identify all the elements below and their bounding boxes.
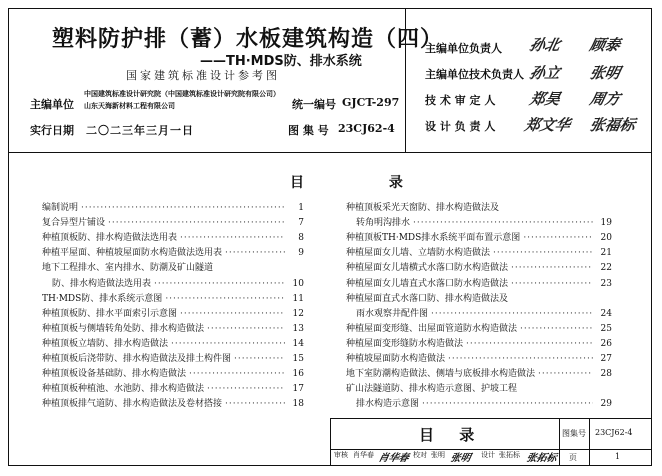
toc-entry[interactable]: 种植坡屋面防水构造做法 ····· 27 bbox=[346, 350, 612, 365]
unified-code-label: 统一编号 bbox=[292, 98, 336, 111]
series-label: 国家建筑标准设计参考图 bbox=[126, 69, 280, 82]
header-divider bbox=[8, 152, 652, 153]
toc-entry[interactable]: TH·MDS防、排水系统示意图 ····· 11 bbox=[42, 290, 304, 305]
toc-entry: 种植顶板采光天窗防、排水构造做法及 bbox=[346, 203, 500, 214]
toc-entry[interactable]: 种植顶板立墙防、排水构造做法 ····· 14 bbox=[42, 335, 304, 350]
effective-date-label: 实行日期 bbox=[30, 124, 74, 137]
toc-entry[interactable]: 地下室防潮构造做法、侧墙与底板排水构造做法 ····· 28 bbox=[346, 365, 612, 380]
toc-entry[interactable]: 种植顶板防、排水构造做法选用表 ····· 8 bbox=[42, 229, 304, 244]
approval-signature-4b: 张福标 bbox=[587, 116, 637, 134]
approval-signature-4a: 郑文华 bbox=[522, 116, 572, 134]
toc-entry: 地下工程排水、室内排水、防潮及矿山隧道 bbox=[42, 263, 214, 274]
toc-right-column bbox=[346, 199, 612, 410]
toc-entry[interactable]: 种植顶板TH·MDS排水系统平面布置示意图 ····· 20 bbox=[346, 229, 612, 244]
chief-unit-name-2: 山东天海新材料工程有限公司 bbox=[84, 101, 175, 110]
design-label: 设计 bbox=[481, 451, 495, 459]
approval-role-2: 主编单位技术负责人 bbox=[425, 68, 524, 81]
design-name: 张拓标 bbox=[499, 451, 520, 459]
toc-entry[interactable]: 种植顶板设备基础防、排水构造做法 ····· 16 bbox=[42, 365, 304, 380]
approval-signature-3a: 郑昊 bbox=[527, 90, 562, 108]
atlas-number-label: 图 集 号 bbox=[288, 124, 329, 137]
unified-code-value: GJCT-297 bbox=[342, 96, 400, 109]
check-name: 张明 bbox=[431, 451, 445, 459]
approval-signature-1a: 孙北 bbox=[527, 36, 562, 54]
approval-role-4: 设 计 负 责 人 bbox=[425, 120, 496, 133]
toc-entry[interactable]: 种植平屋面、种植坡屋面防水构造做法选用表 ····· 9 bbox=[42, 244, 304, 259]
title-block-name: 目 录 bbox=[419, 426, 485, 444]
toc-entry[interactable]: 转角明沟排水 ····· 19 bbox=[346, 214, 612, 229]
toc-entry[interactable]: 种植屋面变形缝、出屋面管道防水构造做法 ····· 25 bbox=[346, 320, 612, 335]
title-block-atlas-label: 图集号 bbox=[562, 429, 586, 438]
toc-entry[interactable]: 种植屋面女儿墙直式水落口防水构造做法 ····· 23 bbox=[346, 274, 612, 289]
approval-role-1: 主编单位负责人 bbox=[425, 42, 502, 55]
approval-signature-3b: 周方 bbox=[587, 90, 622, 108]
atlas-number-value: 23CJ62-4 bbox=[338, 122, 395, 135]
toc-entry[interactable]: 种植屋面女儿墙、立墙防水构造做法 ····· 21 bbox=[346, 244, 612, 259]
title-block-page-label: 页 bbox=[569, 453, 577, 462]
approval-signature-2b: 张明 bbox=[587, 64, 622, 82]
title-block-atlas-value: 23CJ62-4 bbox=[595, 428, 633, 437]
toc-entry: 种植屋面直式水落口防、排水构造做法及 bbox=[346, 293, 509, 304]
toc-entry[interactable]: 防、排水构造做法选用表 ····· 10 bbox=[42, 274, 304, 289]
toc-entry: 矿山法隧道防、排水构造示意图、护坡工程 bbox=[346, 384, 518, 395]
toc-entry[interactable]: 种植顶板后浇带防、排水构造做法及排土构件图 ····· 15 bbox=[42, 350, 304, 365]
approval-signature-2a: 孙立 bbox=[527, 64, 562, 82]
check-label: 校对 bbox=[413, 451, 427, 459]
review-name: 肖华春 bbox=[353, 451, 374, 459]
toc-entry[interactable]: 种植屋面变形缝防水构造做法 ····· 26 bbox=[346, 335, 612, 350]
document-title: 塑料防护排（蓄）水板建筑构造（四） bbox=[52, 27, 444, 52]
toc-entry[interactable]: 种植顶板排气道防、排水构造做法及卷材搭接 ····· 18 bbox=[42, 395, 304, 410]
review-signature: 肖华春 bbox=[377, 453, 410, 464]
toc-entry[interactable]: 雨水观察井配件图 ····· 24 bbox=[346, 305, 612, 320]
chief-unit-name-1: 中国建筑标准设计研究院（中国建筑标准设计研究院有限公司） bbox=[84, 89, 280, 98]
design-signature: 张拓标 bbox=[525, 453, 558, 464]
toc-entry[interactable]: 种植顶板种植池、水池防、排水构造做法 ····· 17 bbox=[42, 380, 304, 395]
approval-signature-1b: 顾泰 bbox=[587, 36, 622, 54]
check-signature: 张明 bbox=[449, 453, 472, 464]
toc-entry[interactable]: 复合异型片铺设 ····· 7 bbox=[42, 214, 304, 229]
title-block-page-value: 1 bbox=[615, 452, 621, 461]
toc-entry[interactable]: 种植屋面女儿墙横式水落口防水构造做法 ····· 22 bbox=[346, 259, 612, 274]
toc-entry[interactable]: 种植顶板与侧墙转角处防、排水构造做法 ····· 13 bbox=[42, 320, 304, 335]
chief-unit-label: 主编单位 bbox=[30, 98, 74, 111]
toc-entry[interactable]: 编制说明 ····· 1 bbox=[42, 199, 304, 214]
title-block bbox=[330, 418, 652, 466]
effective-date-value: 二〇二三年三月一日 bbox=[86, 124, 194, 137]
toc-entry[interactable]: 排水构造示意图 ····· 29 bbox=[346, 395, 612, 410]
toc-left-column bbox=[42, 199, 304, 410]
toc-title: 目 录 bbox=[290, 175, 443, 191]
approval-role-3: 技 术 审 定 人 bbox=[425, 94, 496, 107]
review-label: 审核 bbox=[334, 451, 348, 459]
toc-entry[interactable]: 种植顶板防、排水平面索引示意图 ····· 12 bbox=[42, 305, 304, 320]
document-subtitle: ——TH·MDS防、排水系统 bbox=[200, 54, 362, 69]
